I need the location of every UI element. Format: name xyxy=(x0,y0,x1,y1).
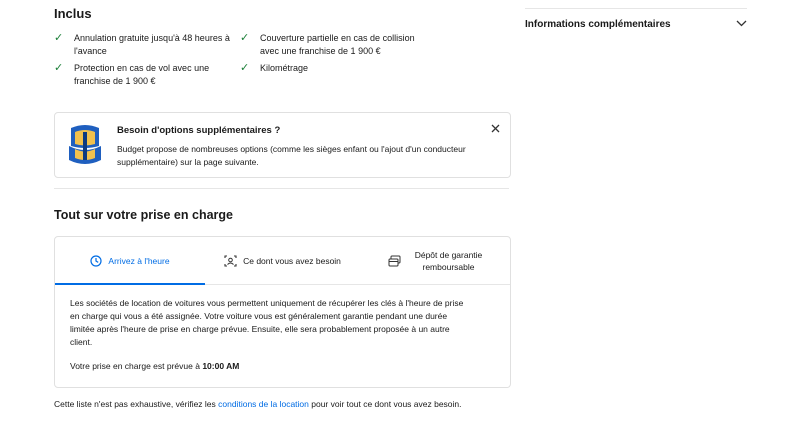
close-icon[interactable] xyxy=(491,122,500,136)
included-item-line: franchise de 1 900 € xyxy=(74,76,156,86)
tab-panel-line: en charge qui vous a été assignée. Votre voiture vous est généralement garantie pendant une durée xyxy=(70,311,448,321)
included-item xyxy=(54,32,244,58)
footer-note xyxy=(54,399,462,409)
more-info-title: Informations complémentaires xyxy=(525,19,671,30)
rental-conditions-link[interactable]: conditions de la location xyxy=(218,399,309,409)
included-item-line: l'avance xyxy=(74,46,107,56)
id-scan-icon xyxy=(224,255,237,267)
footer-prefix: Cette liste n'est pas exhaustive, vérifiez les xyxy=(54,399,219,409)
tab-bar xyxy=(55,237,510,285)
included-item-line: Protection en cas de vol avec une xyxy=(74,63,210,73)
options-banner-line: supplémentaire) sur la page suivante. xyxy=(117,157,259,167)
included-item xyxy=(240,32,430,58)
options-banner-line: Budget propose de nombreuses options (comme les sièges enfant ou l'ajout d'un conducteur xyxy=(117,144,466,154)
tab-label: Ce dont vous avez besoin xyxy=(243,255,341,266)
options-banner-title: Besoin d'options supplémentaires ? xyxy=(117,125,281,136)
check-icon: ✓ xyxy=(240,32,250,44)
tab-label-line: remboursable xyxy=(422,261,475,272)
included-title: Inclus xyxy=(54,6,92,21)
included-item-line: Couverture partielle en cas de collision xyxy=(260,33,415,43)
check-icon: ✓ xyxy=(240,62,250,74)
included-item-line: Kilométrage xyxy=(260,63,309,73)
pickup-tabs-card xyxy=(54,236,511,388)
tab-label xyxy=(415,249,483,273)
check-icon: ✓ xyxy=(54,32,64,44)
pickup-section-title: Tout sur votre prise en charge xyxy=(54,208,233,222)
included-item-line: Annulation gratuite jusqu'à 48 heures à xyxy=(74,33,230,43)
tab-arrive-on-time[interactable] xyxy=(55,237,205,284)
footer-suffix: pour voir tout ce dont vous avez besoin. xyxy=(308,399,462,409)
pickup-time-value: 10:00 AM xyxy=(202,361,240,371)
included-item xyxy=(240,62,430,75)
more-info-accordion[interactable] xyxy=(525,8,747,30)
tab-label-line: Dépôt de garantie xyxy=(414,249,483,260)
included-item xyxy=(54,62,244,88)
clock-icon xyxy=(90,255,102,267)
tab-panel-line: client. xyxy=(70,337,93,347)
tab-panel-line: limitée après l'heure de prise en charge prévue. Ensuite, elle sera probablement proposée à un autre xyxy=(70,324,450,334)
pickup-time-text xyxy=(70,361,239,371)
options-banner xyxy=(54,112,511,178)
included-item-line: avec une franchise de 1 900 € xyxy=(260,46,381,56)
pickup-time-prefix: Votre prise en charge est prévue à xyxy=(70,361,203,371)
tab-what-you-need[interactable] xyxy=(205,237,360,284)
tab-refundable-deposit[interactable] xyxy=(360,237,510,284)
options-banner-text xyxy=(117,143,487,169)
check-icon: ✓ xyxy=(54,62,64,74)
chevron-down-icon[interactable] xyxy=(736,19,747,30)
tab-label: Arrivez à l'heure xyxy=(108,255,170,266)
divider xyxy=(54,188,509,189)
child-seat-icon xyxy=(65,122,105,168)
card-deposit-icon xyxy=(388,255,401,267)
tab-panel-line: Les sociétés de location de voitures vous permettent uniquement de récupérer les clés à l'heure de prise xyxy=(70,298,464,308)
tab-panel-text xyxy=(70,297,495,349)
